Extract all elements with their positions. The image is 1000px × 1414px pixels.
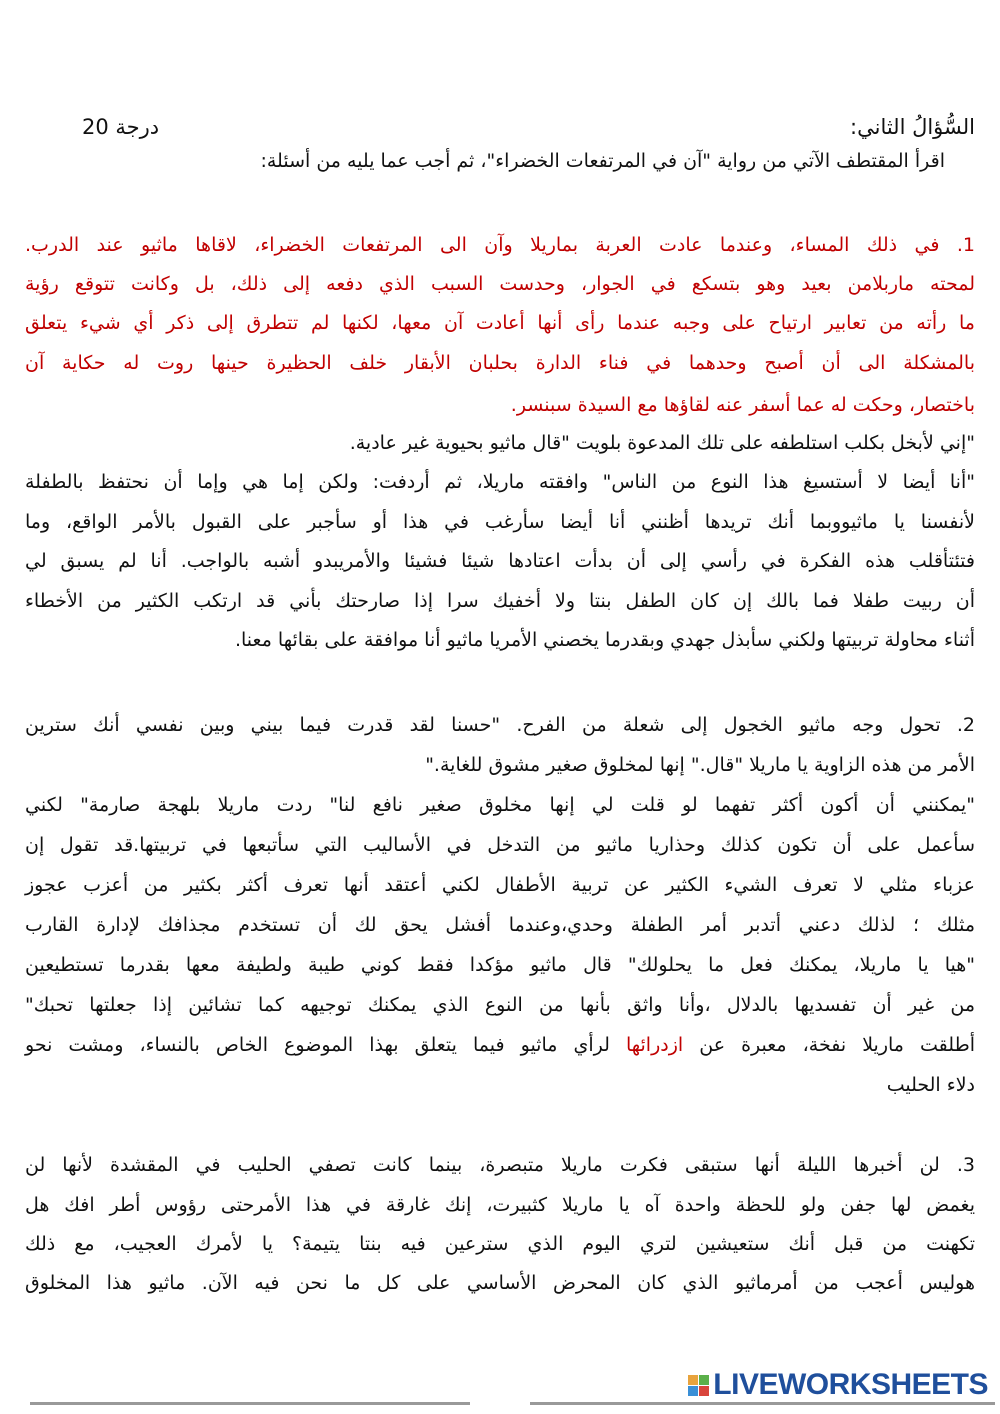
excerpt-line: لمحته ماربلامن بعيد وهو بتسكع في الجوار، وحدست السبب الذي دفعه إلى ذلك، بل وكانت تتوقع رؤية bbox=[25, 273, 975, 295]
score-value: 20 bbox=[82, 115, 109, 139]
excerpt-line: "هيا يا ماريلا، يمكنك فعل ما يحلولك" قال ماثيو مؤكدا فقط كوني طيبة ولطيفة معها بقدرما تستطيعين bbox=[25, 954, 975, 976]
logo-mark-icon bbox=[688, 1375, 709, 1396]
question-title: السُّؤالُ الثاني: bbox=[850, 115, 975, 139]
excerpt-line: ما رأته من تعابير ارتياح على وجبه عندما رأى أنها أعادت آن معها، لكنها لم تتطرق إلى ذكر أي شيء يتعلق bbox=[25, 312, 975, 334]
excerpt-line: 3. لن أخبرها الليلة أنها ستبقى فكرت ماريلا متبصرة، بينما كانت تصفي الحليب في المقشدة لأنها لن bbox=[25, 1154, 975, 1176]
excerpt-line: من غير أن تفسديها بالدلال ،وأنا واثق بأنها من النوع الذي يمكنك توجيهه كما تشائين إذا جعلتها تحبك" bbox=[25, 994, 975, 1016]
excerpt-line: 2. تحول وجه ماثيو الخجول إلى شعلة من الفرح. "حسنا لقد قدرت فيما بيني وبين نفسي أنك سترين bbox=[25, 714, 975, 736]
excerpt-line: بالمشكلة الى أن أصبح وحدهما في فناء الدارة بحلبان الأبقار خلف الحظيرة حينها روت له حكاية آن bbox=[25, 352, 975, 374]
excerpt-line: أن ربيت طفلا فما بالك إن كان الطفل بنتا ولا أخفيك سرا إذا صارحتك بأني قد ارتكب الكثير من الأخطاء bbox=[25, 590, 975, 612]
text-segment: أطلقت ماريلا نفخة، معبرة عن bbox=[683, 1034, 975, 1056]
excerpt-line: سأعمل على أن تكون كذلك وحذاريا ماثيو من التدخل في الأساليب التي سأتبعها في تربيتها.قد تقول إن bbox=[25, 834, 975, 856]
excerpt-line: أثناء محاولة تربيتها ولكني سأبذل جهدي وبقدرما يخصني الأمريا ماثيو أنا موافقة على بقائها معنا. bbox=[234, 629, 975, 651]
excerpt-line: "يمكنني أن أكون أكثر تفهما لو قلت لي إنها مخلوق صغير نافع لنا" ردت ماريلا بلهجة صارمة" لكني bbox=[25, 794, 975, 816]
excerpt-line: دلاء الحليب bbox=[886, 1074, 975, 1096]
excerpt-line bbox=[25, 1030, 975, 1060]
excerpt-line: عزباء مثلي لا تعرف الشيء الكثير عن تربية الأطفال لكني أعتقد أنها تعرف أكثر بكثير من أعزب عجوز bbox=[25, 874, 975, 896]
excerpt-line: الأمر من هذه الزاوية يا ماريلا "قال." إنها لمخلوق صغير مشوق للغاية." bbox=[425, 754, 975, 776]
footer-divider bbox=[30, 1402, 470, 1405]
excerpt-line: "إني لأبخل بكلب استلطفه على تلك المدعوة بلويت "قال ماثيو بحيوية غير عادية. bbox=[349, 432, 975, 454]
excerpt-line: فتئتأقلب هذه الفكرة في رأسي إلى أن بدأت اعتادها شيئا فشيئا والأمريبدو أشبه بالواجب. أنا لم يسبق لي bbox=[25, 550, 975, 572]
logo-text: LIVEWORKSHEETS bbox=[713, 1368, 988, 1401]
footer-divider bbox=[530, 1402, 995, 1405]
highlighted-word: ازدرائها bbox=[625, 1034, 684, 1056]
instruction: اقرأ المقتطف الآتي من رواية "آن في المرتفعات الخضراء"، ثم أجب عما يليه من أسئلة: bbox=[260, 150, 945, 172]
excerpt-line: لأنفسنا يا ماثيووبما أنك تريدها أظنني أنا أيضا سأرغب في هذا أو سأجبر على القبول بالأمر الواقع، وما bbox=[25, 511, 975, 533]
excerpt-line: باختصار، وحكت له عما أسفر عنه لقاؤها مع السيدة سبنسر. bbox=[510, 394, 975, 416]
excerpt-line: مثلك ؛ لذلك دعني أتدبر أمر الطفلة وحدي،وعندما أفشل يحق لك أن تستخدم مجذافك لإدارة القارب bbox=[25, 914, 975, 936]
score-label: درجة bbox=[115, 115, 160, 139]
excerpt-line: هوليس أعجب من أمرماثيو الذي كان المحرض الأساسي على كل ما نحن فيه الآن. ماثيو هذا المخلوق bbox=[25, 1272, 975, 1294]
excerpt-line: تكهنت من قبل أنك ستعيشين لتري اليوم الذي سترعين فيه بنتا يتيمة؟ يا لأمرك العجيب، مع ذلك bbox=[25, 1233, 975, 1255]
excerpt-line: "أنا أيضا لا أستسيغ هذا النوع من الناس" وافقته ماريلا، ثم أردفت: ولكن إما هي وإما أن نحتفظ بالطفلة bbox=[25, 471, 975, 493]
liveworksheets-logo bbox=[688, 1368, 988, 1402]
excerpt-line: يغمض لها جفن ولو للحظة واحدة آه يا ماريلا كثبيرت، إنك غارقة في هذا الأمرحتى رؤوس أطر افك هل bbox=[25, 1194, 975, 1216]
excerpt-line: 1. في ذلك المساء، وعندما عادت العربة بماريلا وآن الى المرتفعات الخضراء، لاقاها ماثيو عند الدرب. bbox=[25, 234, 975, 256]
score bbox=[68, 112, 159, 142]
text-segment: لرأي ماثيو فيما يتعلق بهذا الموضوع الخاص بالنساء، ومشت نحو bbox=[25, 1034, 626, 1056]
